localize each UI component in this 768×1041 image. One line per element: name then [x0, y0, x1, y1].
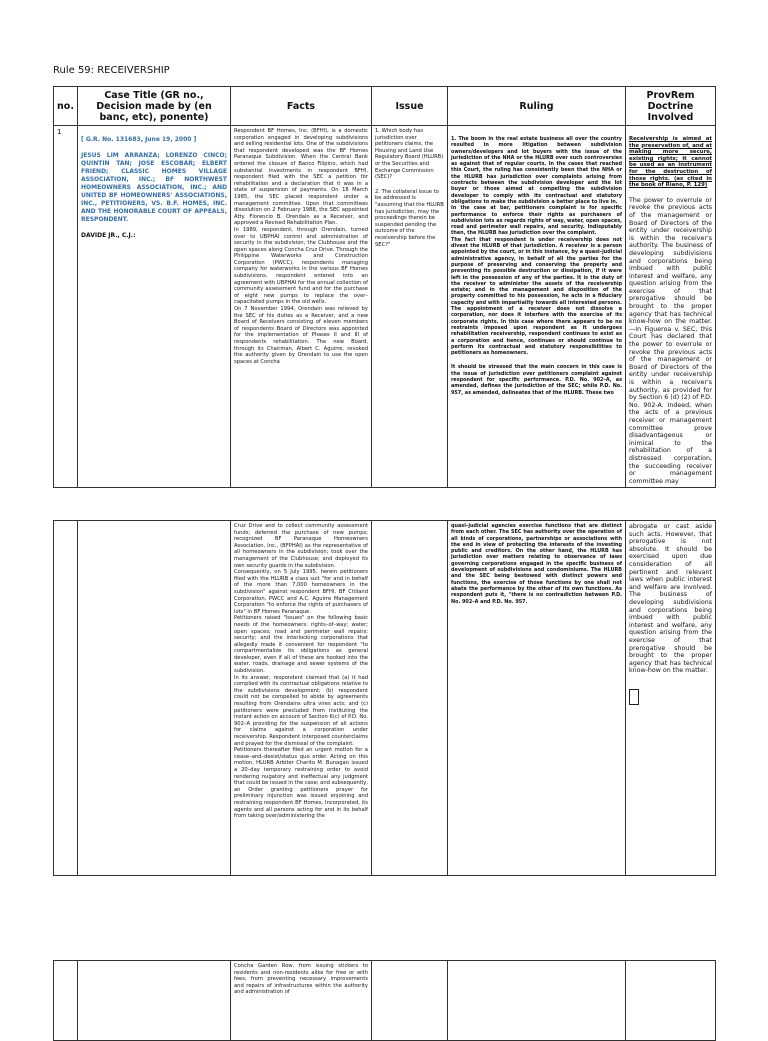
facts-paragraph: In its answer, respondent claimed that (a) it had complied with its contractual obligations relative to the subdivisions development; (b) respondent could not be compelled to abide by agreements resulting from Orendains ultra vires acts; and (c) petitioners were precluded from instituting the instant action on account of Section 6(c) of P.D. No. 902–A providing for the suspension of all actions for claims against a corporation under receivership. Respondent interposed counterclaims and prayed for the dismissal of the complaint.	[234, 674, 368, 747]
case-number: 1	[54, 126, 78, 488]
case-gr-number: [ G.R. No. 131683, June 19, 2000 ]	[81, 136, 197, 143]
facts-paragraph: Cruz Drive and to collect community assessment funds; deferred the purchase of new pumps; recognized BF Paranaque Homeowners Association, Inc., (BFPHAI) as the representative of all homeowners in the subdivision; took over the management of the Clubhouse; and deployed its own security guards in the subdivision.	[234, 523, 368, 569]
ruling-empty	[448, 961, 626, 1041]
receivership-table-page-2	[53, 520, 716, 876]
ruling-paragraph: quasi–judicial agencies exercise functions that are distinct from each other. The SEC has authority over the operation of all kinds of corporations, partnerships or associations with the end in view of protecting the interests of the investing public and creditors. On the other hand, the HLURB has jurisdiction over matters relating to observance of laws governing corporations engaged in the specific business of development of subdivisions and condominiums. The HLURB and the SEC being bestowed with distinct powers and functions, the exercise of those functions by one shall not abate the performance by the other of its own functions. As respondent puts it, "there is no contradiction between P.D. No. 902–A and P.D. No. 957.	[451, 523, 622, 605]
ruling-paragraph: It should be stressed that the main concern in this case is the issue of jurisdiction over petitioners complaint against respondent for specific performance. P.D. No. 902–A, as amended, defines the jurisdiction of the SEC; while P.D. No. 957, as amended, delineates that of the HLURB. These two	[451, 364, 622, 396]
facts-paragraph: Petitioners raised "issues" on the following basic needs of the homeowners: rights–of–way; water; open spaces; road and perimeter wall repairs; security; and the interlocking corporations that allegedly made it convenient for respondent "to compartmentalize its obligations as general developer, even if all of these are hooked into the water, roads, drainage and sewer systems of the subdivision.	[234, 615, 368, 675]
issue-empty	[372, 961, 448, 1041]
receivership-table-page-3	[53, 960, 716, 1041]
case-title-empty	[78, 521, 231, 876]
facts-paragraph: On 7 November 1994, Orendain was relieved by the SEC of his duties as a Receiver, and a new Board of Receivers consisting of eleven members of respondents Board of Directors was appointed for the implementation of Phases II and III of respondents rehabilitation. The new Board, through its Chairman, Albert C. Aguirre, revoked the authority given by Orendain to use the open spaces at Concha	[234, 306, 368, 365]
doctrine-paragraph: The power to overrule or revoke the previous acts of the management or Board of Directors of the entity under receivership is within the receiver's authority. The business of developing subdivisions and corporations being imbued with public interest and welfare, any question arising from the exercise of that prerogative should be brought to the proper agency that has technical know-how on the matter.—In Figueroa v. SEC, this Court has declared that the power to overrule or revoke the previous acts of the management or Board of Directors of the entity under receivership is within a receiver's authority, as provided for by Section 6 (d) (2) of P.D. No. 902-A. Indeed, when the acts of a previous receiver or management committee prove disadvantageous or inimical to the rehabilitation of a distressed corporation, the succeeding receiver or management committee may	[629, 196, 712, 485]
facts-cell	[231, 126, 372, 488]
header-facts: Facts	[231, 87, 372, 126]
doctrine-paragraph: abrogate or cast aside such acts. However, that prerogative is not absolute. It should be exercised upon due consideration of all pertinent and relevant laws when public interest and welfare are involved. The business of developing subdivisions and corporations being imbued with public interest and welfare, any question arising from the exercise of that prerogative should be brought to the proper agency that has technical know-how on the matter.	[629, 523, 712, 675]
header-no: no.	[54, 87, 78, 126]
header-case-title: Case Title (GR no., Decision made by (en banc, etc), ponente)	[78, 87, 231, 126]
issue-empty	[372, 521, 448, 876]
facts-paragraph: Concha Garden Row, from issuing stickers to residents and non-residents alike for free or with fees, from preventing necessary improvements and repairs of infrastructures within the authority and administration of	[234, 963, 368, 996]
receivership-table-page-1	[53, 86, 716, 488]
issue-item: 2. The collateral issue to be addressed is "assuming that the HLURB has jurisdiction, may the proceedings therein be suspended pending the outcome of the receivership before the SEC?"	[375, 188, 444, 248]
ruling-cell	[448, 521, 626, 876]
ruling-paragraph: In the case at bar, petitioners complaint is for specific performance to enforce their rights as purchasers of subdivision lots as regards rights of way, water, open spaces, road and perimeter wall repairs, and security. Indisputably then, the HLURB has jurisdiction over the complaint.	[451, 205, 622, 237]
issue-item: 1. Which body has jurisdiction over petitioners claims, the Housing and Land Use Regulatory Board (HLURB) or the Securities and Exchange Commission (SEC)?	[375, 128, 444, 181]
doctrine-cell	[626, 521, 716, 876]
doctrine-paragraph: Receivership is aimed at the preservation of, and at making more secure, existing rights; it cannot be used as an instrument for the destruction of those rights. (as cited in the book of Riano, P. 129)	[629, 136, 712, 189]
table-header-row	[54, 87, 716, 126]
header-ruling: Ruling	[448, 87, 626, 126]
header-doctrine: ProvRem Doctrine Involved	[626, 87, 716, 126]
facts-cell	[231, 521, 372, 876]
document-title: Rule 59: RECEIVERSHIP	[53, 65, 170, 76]
case-title-empty	[78, 961, 231, 1041]
facts-paragraph: Consequently, on 5 July 1995, herein petitioners filed with the HLURB a class suit "for and in behalf of the more than 7,000 homeowners in the subdivision" against respondent BFHI, BF Citiland Corporation, PWCC and A.C. Aguirre Management Corporation "to enforce the rights of purchasers of lots" in BF Homes Paranaque.	[234, 569, 368, 615]
table-row	[54, 961, 716, 1041]
ruling-paragraph: The fact that respondent is under receivership does not divest the HLURB of that jurisdiction. A receiver is a person appointed by the court, or in this instance, by a quasi–judicial administrative agency, in behalf of all the parties for the purpose of preserving and conserving the property and preventing its possible destruction or dissipation, if it were left in the possession of any of the parties. It is the duty of the receiver to administer the assets of the receivership estate; and in the management and disposition of the property committed to his possession, he acts in a fiduciary capacity and with impartiality towards all interested persons. The appointment of a receiver does not dissolve a corporation, nor does it interfere with the exercise of its corporate rights. In this case where there appears to be no restraints imposed upon respondent as it undergoes rehabilitation receivership, respondent continues to exist as a corporation and hence, continues or should continue to perform its contractual and statutory responsibilities to petitioners as homeowners.	[451, 236, 622, 357]
doctrine-empty	[626, 961, 716, 1041]
case-number-empty	[54, 521, 78, 876]
case-number-empty	[54, 961, 78, 1041]
case-parties: JESUS LIM ARRANZA; LORENZO CINCO; QUINTIN TAN; JOSE ESCOBAR; ELBERT FRIEND; CLASSIC HOMES VILLAGE ASSOCIATION, INC.; BF NORTHWEST HOMEOWNERS ASSOCIATION, INC.; AND UNITED BF HOMEOWNERS' ASSOCIATIONS, INC., PETITIONERS, VS. B.F. HOMES, INC. AND THE HONORABLE COURT OF APPEALS, RESPONDENT.	[81, 152, 227, 223]
checkbox-glyph-icon	[629, 689, 639, 705]
facts-paragraph: Respondent BF Homes, Inc. (BFHI), is a domestic corporation engaged in developing subdivisions and selling residential lots. One of the subdivisions that respondent developed was the BF Homes Paranaque Subdivision. When the Central Bank ordered the closure of Banco Filipino, which had substantial investments in respondent BFHI, respondent filed with the SEC a petition for rehabilitation and a declaration that it was in a state of suspension of payments. On 18 March 1985, the SEC placed respondent under a management committee. Upon that committees dissolution on 2 February 1988, the SEC appointed Atty. Florencio B. Orendain as a Receiver, and approved a Revised Rehabilitation Plan.	[234, 128, 368, 227]
facts-paragraph: In 1989, respondent, through Orendain, turned over to UBPHAI control and administration of security in the subdivision, the Clubhouse and the open spaces along Concha Cruz Drive. Through the Philippine Waterworks and Construction Corporation (PWCC), respondents managing company for waterworks in the various BF Homes subdivisions, respondent entered into an agreement with UBPHAI for the annual collection of community assessment fund and for the purchase of eight new pumps to replace the over–capacitated pumps in the old wells.	[234, 226, 368, 306]
ruling-cell	[448, 126, 626, 488]
issue-cell	[372, 126, 448, 488]
header-issue: Issue	[372, 87, 448, 126]
facts-cell	[231, 961, 372, 1041]
doctrine-cell	[626, 126, 716, 488]
table-row	[54, 126, 716, 488]
case-ponente: DAVIDE JR., C.J.:	[81, 232, 136, 239]
ruling-paragraph: 1. The boom in the real estate business all over the country resulted in more litigation between subdivision owners/developers and lot buyers with the issue of the jurisdiction of the NHA or the HLURB over such controversies as against that of regular courts. In the cases that reached this Court, the ruling has consistently been that the NHA or the HLURB has jurisdiction over complaints arising from contracts between the subdivision developer and the lot buyer or those aimed at compelling the subdivision developer to comply with its contractual and statutory obligations to make the subdivision a better place to live in.	[451, 136, 622, 205]
table-row	[54, 521, 716, 876]
case-title-cell	[78, 126, 231, 488]
facts-paragraph: Petitioners thereafter filed an urgent motion for a cease–and–desist/status quo order. Acting on this motion, HLURB Arbiter Charito M. Bunagan issued a 20–day temporary restraining order to avoid rendering nugatory and ineffectual any judgment that could be issued in the case; and subsequently, an Order granting petitioners prayer for preliminary injunction was issued enjoining and restraining respondent BF Homes, Incorporated, its agents and all persons acting for and in its behalf from taking over/administering the	[234, 747, 368, 820]
